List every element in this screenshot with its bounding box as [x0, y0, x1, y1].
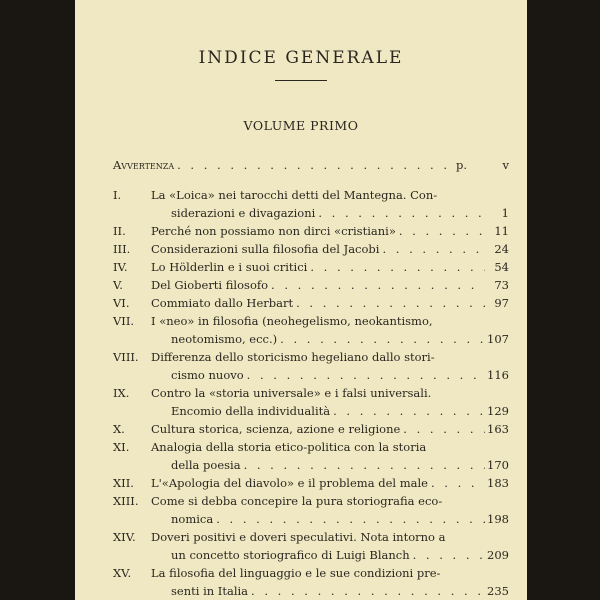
toc-entries — [113, 186, 509, 600]
chapter-number: II. — [113, 224, 126, 238]
chapter-title-line: I «neo» in filosofia (neohegelismo, neokantismo, — [151, 314, 433, 328]
chapter-title-line: nomica — [171, 512, 214, 526]
toc-entry — [113, 312, 509, 348]
page-prefix: p. — [455, 158, 467, 172]
title-rule — [275, 80, 327, 81]
volume-heading: VOLUME PRIMO — [243, 118, 359, 133]
chapter-number: V. — [113, 278, 123, 292]
page-number: 235 — [487, 584, 509, 598]
toc-entry — [113, 474, 509, 492]
toc-entry — [113, 276, 509, 294]
page-number: 163 — [487, 422, 509, 436]
chapter-title-line: siderazioni e divagazioni — [171, 206, 316, 220]
chapter-title-line: cismo nuovo — [171, 368, 244, 382]
chapter-title-line: La «Loica» nei tarocchi detti del Mantegna. Con- — [151, 188, 438, 202]
chapter-title-line: Analogia della storia etico-politica con la storia — [151, 440, 427, 454]
chapter-number: VII. — [113, 314, 135, 328]
chapter-number: XIV. — [113, 530, 136, 544]
chapter-title-line: Differenza dello storicismo hegeliano dallo stori- — [151, 350, 435, 364]
toc-entry — [113, 294, 509, 312]
chapter-title-line: Contro la «storia universale» e i falsi universali. — [151, 386, 432, 400]
leader-dots — [268, 276, 485, 294]
page-number: 73 — [494, 278, 509, 292]
leader-dots — [307, 258, 485, 276]
avvertenza-label: Avvertenza — [113, 158, 175, 172]
table-of-contents — [113, 156, 509, 600]
page-number: 116 — [487, 368, 509, 382]
leader-dots — [248, 582, 485, 600]
chapter-number: XI. — [113, 440, 130, 454]
page-number: 54 — [494, 260, 509, 274]
page-number: 11 — [494, 224, 509, 238]
chapter-title-line: della poesia — [171, 458, 241, 472]
toc-entry — [113, 492, 509, 528]
page-number: 97 — [494, 296, 509, 310]
chapter-title-line: Commiato dallo Herbart — [151, 296, 294, 310]
toc-entry — [113, 564, 509, 600]
chapter-number: X. — [113, 422, 125, 436]
chapter-title-line: Lo Hölderlin e i suoi critici — [151, 260, 308, 274]
leader-dots — [174, 156, 456, 174]
page-number: 170 — [487, 458, 509, 472]
page-number: 107 — [487, 332, 509, 346]
chapter-title-line: Doveri positivi e doveri speculativi. Nota intorno a — [151, 530, 446, 544]
leader-dots — [410, 546, 485, 564]
chapter-number: IX. — [113, 386, 130, 400]
chapter-number: XII. — [113, 476, 134, 490]
chapter-title-line: neotomismo, ecc.) — [171, 332, 278, 346]
toc-entry — [113, 384, 509, 420]
toc-entry — [113, 420, 509, 438]
index-title: INDICE GENERALE — [198, 48, 404, 68]
page-number: 209 — [487, 548, 509, 562]
leader-dots — [315, 204, 485, 222]
toc-entry — [113, 186, 509, 222]
book-page — [75, 0, 527, 600]
chapter-number: VI. — [113, 296, 130, 310]
page-number: 24 — [494, 242, 509, 256]
leader-dots — [244, 366, 485, 384]
leader-dots — [213, 510, 485, 528]
chapter-title-line: Considerazioni sulla filosofia del Jacobi — [151, 242, 380, 256]
chapter-title-line: Come si debba concepire la pura storiografia eco- — [151, 494, 443, 508]
chapter-title-line: Perché non possiamo non dirci «cristiani» — [151, 224, 396, 238]
chapter-number: XIII. — [113, 494, 139, 508]
chapter-title-line: Cultura storica, scienza, azione e religione — [151, 422, 401, 436]
toc-entry — [113, 528, 509, 564]
chapter-title-line: senti in Italia — [171, 584, 249, 598]
leader-dots — [293, 294, 485, 312]
toc-entry — [113, 240, 509, 258]
leader-dots — [277, 330, 485, 348]
chapter-number: IV. — [113, 260, 128, 274]
leader-dots — [396, 222, 485, 240]
page-number: 183 — [487, 476, 509, 490]
toc-entry — [113, 438, 509, 474]
page-number: 129 — [487, 404, 509, 418]
chapter-number: I. — [113, 188, 122, 202]
toc-entry — [113, 258, 509, 276]
chapter-title-line: Del Gioberti filosofo — [151, 278, 269, 292]
chapter-number: III. — [113, 242, 131, 256]
page-number: v — [502, 158, 509, 172]
leader-dots — [428, 474, 485, 492]
toc-entry-avvertenza — [113, 156, 509, 174]
toc-entry — [113, 222, 509, 240]
leader-dots — [400, 420, 485, 438]
chapter-title-line: Encomio della individualità — [171, 404, 331, 418]
leader-dots — [241, 456, 485, 474]
toc-entry — [113, 348, 509, 384]
leader-dots — [330, 402, 485, 420]
chapter-title-line: L'«Apologia del diavolo» e il problema del male — [151, 476, 428, 490]
chapter-number: XV. — [113, 566, 132, 580]
leader-dots — [379, 240, 485, 258]
page-number: 1 — [501, 206, 509, 220]
page-number: 198 — [487, 512, 509, 526]
chapter-title-line: La filosofia del linguaggio e le sue condizioni pre- — [151, 566, 441, 580]
chapter-number: VIII. — [113, 350, 139, 364]
chapter-title-line: un concetto storiografico di Luigi Blanch — [171, 548, 410, 562]
